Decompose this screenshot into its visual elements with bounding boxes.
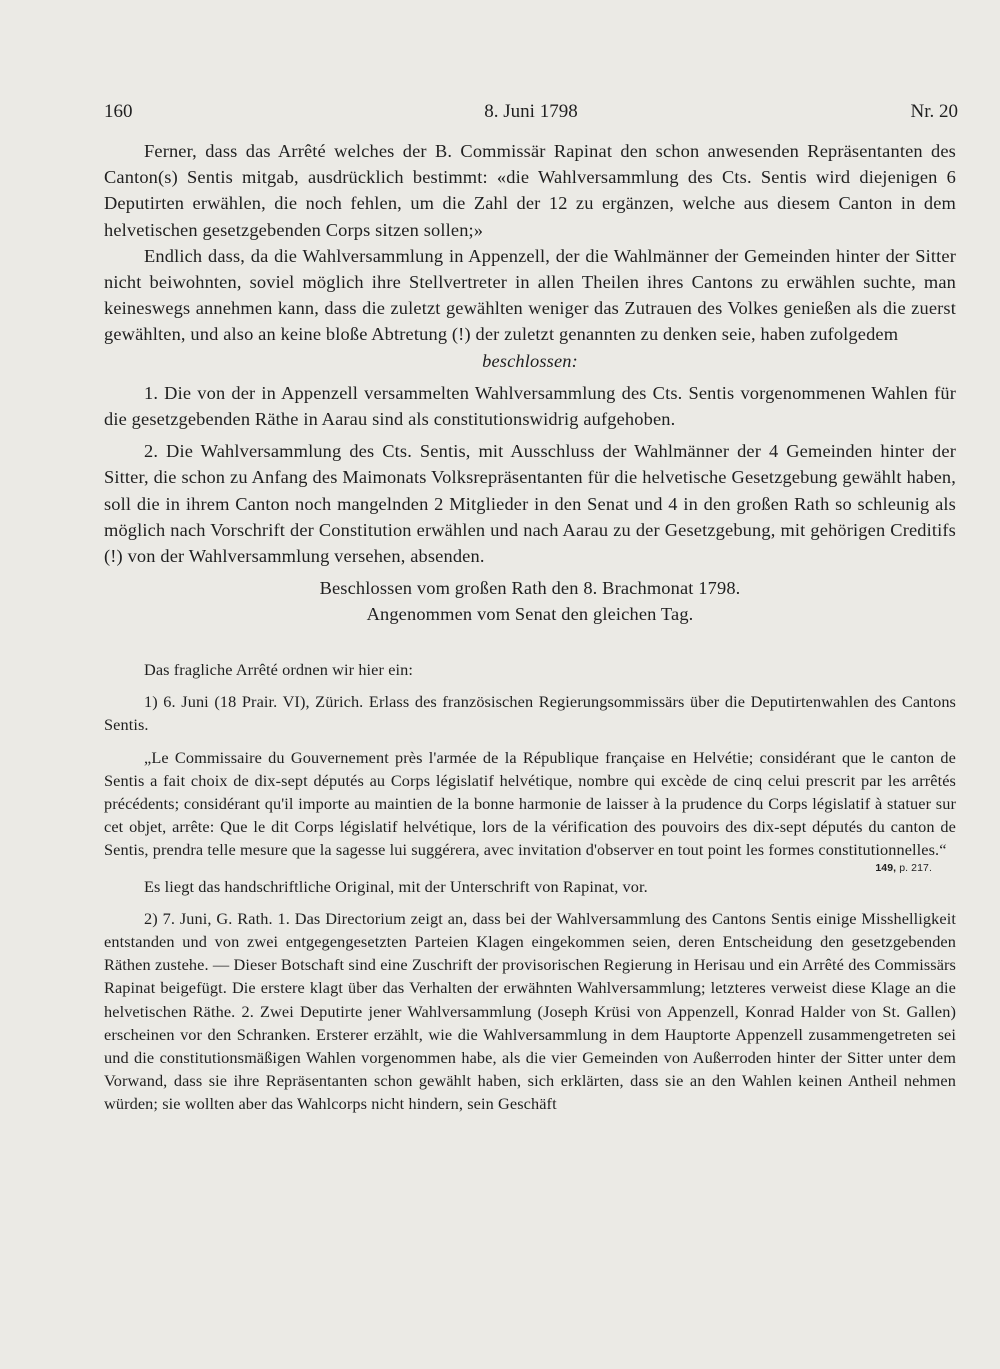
main-text — [104, 138, 956, 628]
french-quote: „Le Commissaire du Gouvernement près l'armée de la République française en Helvétie; considérant que le canton de Sentis a fait choix de dix-sept députés au Corps législatif helvétique, nombre qui excède de cinq celui prescrit par les arrêtés précédents; considérant qu'il importe au maintien de la bonne harmonie de laisser à la prudence du Corps législatif à statuer sur cet objet, arrête: Que le dit Corps législatif helvétique, lors de la vérification des pouvoirs des dix-sept députés du canton de Sentis, prendra telle mesure que la sagesse lui suggérera, avec invitation d'observer en tout point les formes constitutionnelles.“ — [104, 747, 956, 860]
reference-page: p. 217. — [899, 861, 932, 874]
header-date: 8. Juni 1798 — [484, 101, 578, 122]
source-note: Es liegt das handschriftliche Original, mit der Unterschrift von Rapinat, vor. — [144, 876, 648, 896]
running-header — [104, 101, 958, 127]
annotation-text — [104, 658, 956, 1116]
annotation-item-1: 1) 6. Juni (18 Prair. VI), Zürich. Erlass des französischen Regierungsommissärs über die Deputirtenwahlen des Cantons Sentis. — [104, 692, 956, 735]
closing-accepted-senate: Angenommen vom Senat den gleichen Tag. — [366, 604, 694, 625]
resolution-heading: beschlossen: — [482, 350, 578, 371]
resolution-item-2: 2. Die Wahlversammlung des Cts. Sentis, mit Ausschluss der Wahlmänner der 4 Gemeinden hinter der Sitter, die schon zu Anfang des Maimonats Volksrepräsentanten für die helvetische Gesetzgebung gewählt haben, soll die in ihrem Canton noch mangelnden 2 Mitglieder in den Senat und 4 in den großen Rath so schleunig als möglich nach Vorschrift der Constitution erwählen und nach Aarau zu der Gesetzgebung, mit gehörigen Creditifs (!) von der Wahlversammlung versehen, absenden. — [104, 441, 956, 567]
reference-volume: 149, — [875, 861, 897, 874]
source-reference — [104, 862, 956, 875]
document-number: Nr. 20 — [910, 101, 958, 122]
annotation-intro: Das fragliche Arrêté ordnen wir hier ein: — [144, 660, 414, 679]
paragraph-endlich: Endlich dass, da die Wahlversammlung in Appenzell, der die Wahlmänner der Gemeinden hinter der Sitter nicht beiwohnten, soviel möglich ihre Stellvertreter in allen Theilen ihres Cantons zu erwählen suchte, man keineswegs annehmen kann, dass die zuletzt gewählten weniger das Zutrauen des Volkes genießen als die zuerst gewählten, und also an keine bloße Abtretung (!) der zuletzt genannten zu denken seie, haben zufolgedem — [104, 245, 956, 345]
paragraph-ferner: Ferner, dass das Arrêté welches der B. Commissär Rapinat den schon anwesenden Repräsentanten des Canton(s) Sentis mitgab, ausdrücklich bestimmt: «die Wahlversammlung des Cts. Sentis wird diejenigen 6 Deputirten erwählen, die noch fehlen, um die Zahl der 12 zu ergänzen, welche aus diesem Canton in dem helvetischen gesetzgebenden Corps sitzen sollen;» — [104, 141, 956, 240]
page-number: 160 — [104, 101, 133, 122]
resolution-item-1: 1. Die von der in Appenzell versammelten Wahlversammlung des Cts. Sentis vorgenommenen Wahlen für die gesetzgebenden Räthe in Aarau sind als constitutionswidrig aufgehoben. — [104, 382, 956, 430]
closing-adopted-council: Beschlossen vom großen Rath den 8. Brachmonat 1798. — [319, 578, 741, 599]
annotation-item-2: 2) 7. Juni, G. Rath. 1. Das Directorium zeigt an, dass bei der Wahlversammlung des Cantons Sentis einige Misshelligkeit entstanden und von zwei entgegengesetzten Parteien Klagen eingekommen seien, deren Entscheidung den gesetzgebenden Räthen zustehe. — Dieser Botschaft sind eine Zuschrift der provisorischen Regierung in Herisau und ein Arrêté des Commissärs Rapinat beigefügt. Die erstere klagt über das Verhalten der erwähnten Wahlversammlung; letzteres verweist diese Klage an die helvetischen Räthe. 2. Zwei Deputirte jener Wahlversammlung (Joseph Krüsi von Appenzell, Konrad Halder von St. Gallen) erscheinen vor den Schranken. Ersterer erzählt, wie die Wahlversammlung in dem Hauptorte Appenzell zusammengetreten sei und die constitutionsmäßigen Wahlen vorgenommen habe, als die vier Gemeinden von Außerroden hinter der Sitter unter dem Vorwand, dass sie ihre Repräsentanten schon gewählt haben, sich erklärten, dass sie an den Wahlen keinen Antheil nehmen würden; sie wollten aber das Wahlcorps nicht hindern, sein Geschäft — [104, 908, 956, 1114]
